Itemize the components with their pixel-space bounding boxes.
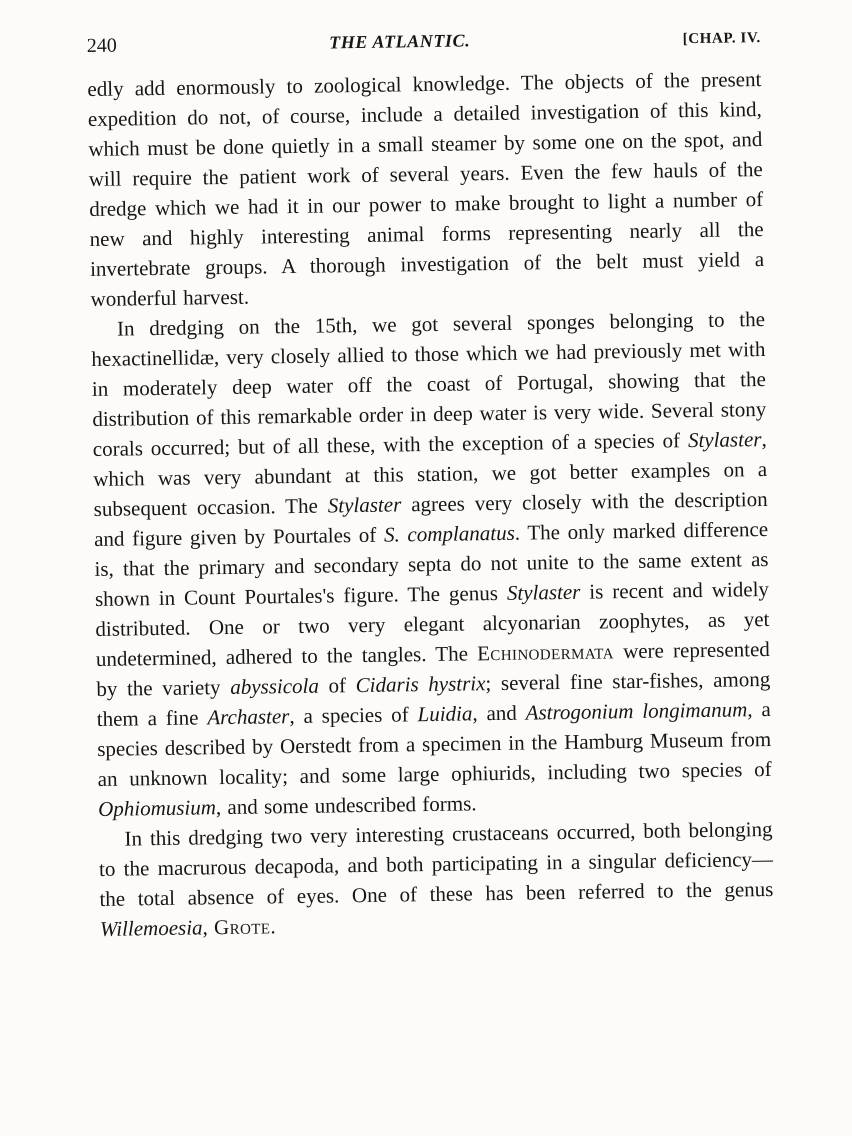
text-run: agrees very closely with the description and figure given by Pourtales of: [93, 486, 768, 551]
italic-text-run: Luidia: [417, 701, 473, 727]
text-run: is recent and widely distributed. One or two very elegant alcyonarian zoophytes, as yet undetermined, adhered to the tangles. The: [95, 576, 770, 671]
text-run: ; several fine star-fishes, among them a fine: [96, 666, 771, 731]
scanned-page-content: [87, 25, 774, 944]
text-run: , a species described by Oerstedt from a specimen in the Hamburg Museum from an unknown locality; and some large ophiurids, including two species of: [97, 696, 772, 791]
text-run: ,: [202, 915, 215, 940]
text-run: In dredging on the 15th, we got several sponges belonging to the hexactinellidæ, very closely allied to those which we had previously met with in moderately deep water off the coast of Portugal, showing that the distribution of this remarkable order in deep water is very wide. Several stony corals occurred; but of all these, with the exception of a species of: [91, 307, 767, 461]
italic-text-run: Astrogonium longimanum: [525, 697, 748, 725]
italic-text-run: Stylaster: [327, 492, 402, 518]
italic-text-run: Stylaster: [687, 427, 762, 453]
text-run: . The only marked difference is, that the primary and secondary septa do not unite to the same extent as shown in Count Pourtales's figure. The genus: [94, 516, 769, 611]
running-title: THE ATLANTIC.: [328, 30, 471, 53]
paragraph: [98, 814, 774, 944]
italic-text-run: Archaster: [207, 704, 290, 730]
text-run: , which was very abundant at this station, we got better examples on a subsequent occasion. The: [93, 426, 768, 521]
italic-text-run: Stylaster: [506, 579, 581, 605]
text-run: , a species of: [289, 702, 418, 729]
text-run: .: [270, 914, 276, 939]
smallcaps-text-run: Grote: [213, 914, 271, 940]
text-run: of: [318, 673, 356, 698]
page-number: 240: [86, 34, 117, 58]
italic-text-run: Cidaris hystrix: [355, 671, 486, 698]
text-run: , and some undescribed forms.: [215, 791, 477, 820]
page-header: [87, 25, 761, 58]
text-run: In this dredging two very interesting crustaceans occurred, both belonging to the macrurous decapoda, and both participating in a singular deficiency—the total absence of eyes. One of these has been referred to the genus: [98, 816, 774, 911]
italic-text-run: Ophiomusium: [97, 795, 217, 821]
paragraph: [87, 64, 764, 314]
text-run: edly add enormously to zoological knowledge. The objects of the present expedition do not, of course, include a detailed investigation of this kind, which must be done quietly in a small steamer by some one on the spot, and will require the patient work of several years. Even the few hauls of the dredge which we had it in our power to make brought to light a number of new and highly interesting animal forms representing nearly all the invertebrate groups. A thorough investigation of the belt must yield a wonderful harvest.: [87, 67, 765, 312]
italic-text-run: Willemoesia: [99, 915, 203, 941]
page-body: [87, 64, 774, 944]
italic-text-run: S. complanatus: [383, 520, 515, 547]
text-run: were represented by the variety: [96, 636, 771, 701]
paragraph: [91, 304, 772, 824]
smallcaps-text-run: Echinodermata: [476, 639, 615, 666]
italic-text-run: abyssicola: [230, 673, 320, 699]
chapter-label: [CHAP. IV.: [682, 30, 761, 48]
text-run: , and: [472, 700, 526, 726]
